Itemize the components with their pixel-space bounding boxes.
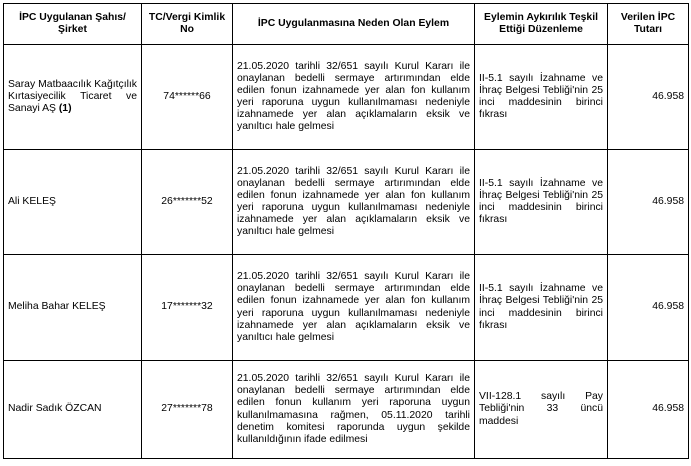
cell-id-no: 74******66 bbox=[142, 45, 233, 150]
cell-action: 21.05.2020 tarihli 32/651 sayılı Kurul Kararı ile onaylanan bedelli sermaye artırımından elde edilen fonun kullanım yeri raporuna uygun kullanılmamasına rağmen, 05.11.2020 tarihli denetim komitesi raporunda uygun şekilde kullanıldığının ifade edilmesi bbox=[233, 361, 475, 459]
header-id-no: TC/Vergi Kimlik No bbox=[142, 4, 233, 45]
table-row bbox=[4, 45, 689, 150]
footnote-marker: (1) bbox=[58, 103, 72, 115]
header-action: İPC Uygulanmasına Neden Olan Eylem bbox=[233, 4, 475, 45]
cell-action: 21.05.2020 tarihli 32/651 sayılı Kurul Kararı ile onaylanan bedelli sermaye artırımından elde edilen fonun izahnamede yer alan fon kullanım yeri raporuna uygun kullanılmaması nedeniyle izahnamede yer alan açıklamaların eksik ve yanıltıcı hale gelmesi bbox=[233, 255, 475, 361]
cell-regulation: VII-128.1 sayılı Pay Tebliği'nin 33 üncü maddesi bbox=[475, 361, 608, 459]
cell-party: Meliha Bahar KELEŞ bbox=[4, 255, 142, 361]
cell-amount: 46.958 bbox=[608, 361, 689, 459]
cell-amount: 46.958 bbox=[608, 150, 689, 255]
party-name: Saray Matbaacılık Kağıtçılık Kırtasiyecilik Ticaret ve Sanayi AŞ bbox=[8, 78, 137, 115]
cell-regulation: II-5.1 sayılı İzahname ve İhraç Belgesi Tebliği'nin 25 inci maddesinin birinci fıkrası bbox=[475, 45, 608, 150]
header-amount: Verilen İPC Tutarı bbox=[608, 4, 689, 45]
cell-id-no: 26*******52 bbox=[142, 150, 233, 255]
cell-amount: 46.958 bbox=[608, 255, 689, 361]
table-row bbox=[4, 361, 689, 459]
header-party: İPC Uygulanan Şahıs/Şirket bbox=[4, 4, 142, 45]
penalty-table-container bbox=[3, 3, 689, 459]
table-header-row bbox=[4, 4, 689, 45]
cell-id-no: 27*******78 bbox=[142, 361, 233, 459]
table-row bbox=[4, 150, 689, 255]
cell-regulation: II-5.1 sayılı İzahname ve İhraç Belgesi Tebliği'nin 25 inci maddesinin birinci fıkrası bbox=[475, 150, 608, 255]
cell-regulation: II-5.1 sayılı İzahname ve İhraç Belgesi Tebliği'nin 25 inci maddesinin birinci fıkrası bbox=[475, 255, 608, 361]
cell-amount: 46.958 bbox=[608, 45, 689, 150]
administrative-fine-table bbox=[3, 3, 689, 459]
cell-action: 21.05.2020 tarihli 32/651 sayılı Kurul Kararı ile onaylanan bedelli sermaye artırımından elde edilen fonun izahnamede yer alan fon kullanım yeri raporuna uygun kullanılmaması nedeniyle izahnamede yer alan açıklamaların eksik ve yanıltıcı hale gelmesi bbox=[233, 150, 475, 255]
table-row bbox=[4, 255, 689, 361]
header-regulation: Eylemin Aykırılık Teşkil Ettiği Düzenleme bbox=[475, 4, 608, 45]
cell-party: Nadir Sadık ÖZCAN bbox=[4, 361, 142, 459]
cell-id-no: 17*******32 bbox=[142, 255, 233, 361]
cell-party: Ali KELEŞ bbox=[4, 150, 142, 255]
cell-party bbox=[4, 45, 142, 150]
cell-action: 21.05.2020 tarihli 32/651 sayılı Kurul Kararı ile onaylanan bedelli sermaye artırımından elde edilen fonun izahnamede yer alan fon kullanım yeri raporuna uygun kullanılmaması nedeniyle izahnamede yer alan açıklamaların eksik ve yanıltıcı hale gelmesi bbox=[233, 45, 475, 150]
